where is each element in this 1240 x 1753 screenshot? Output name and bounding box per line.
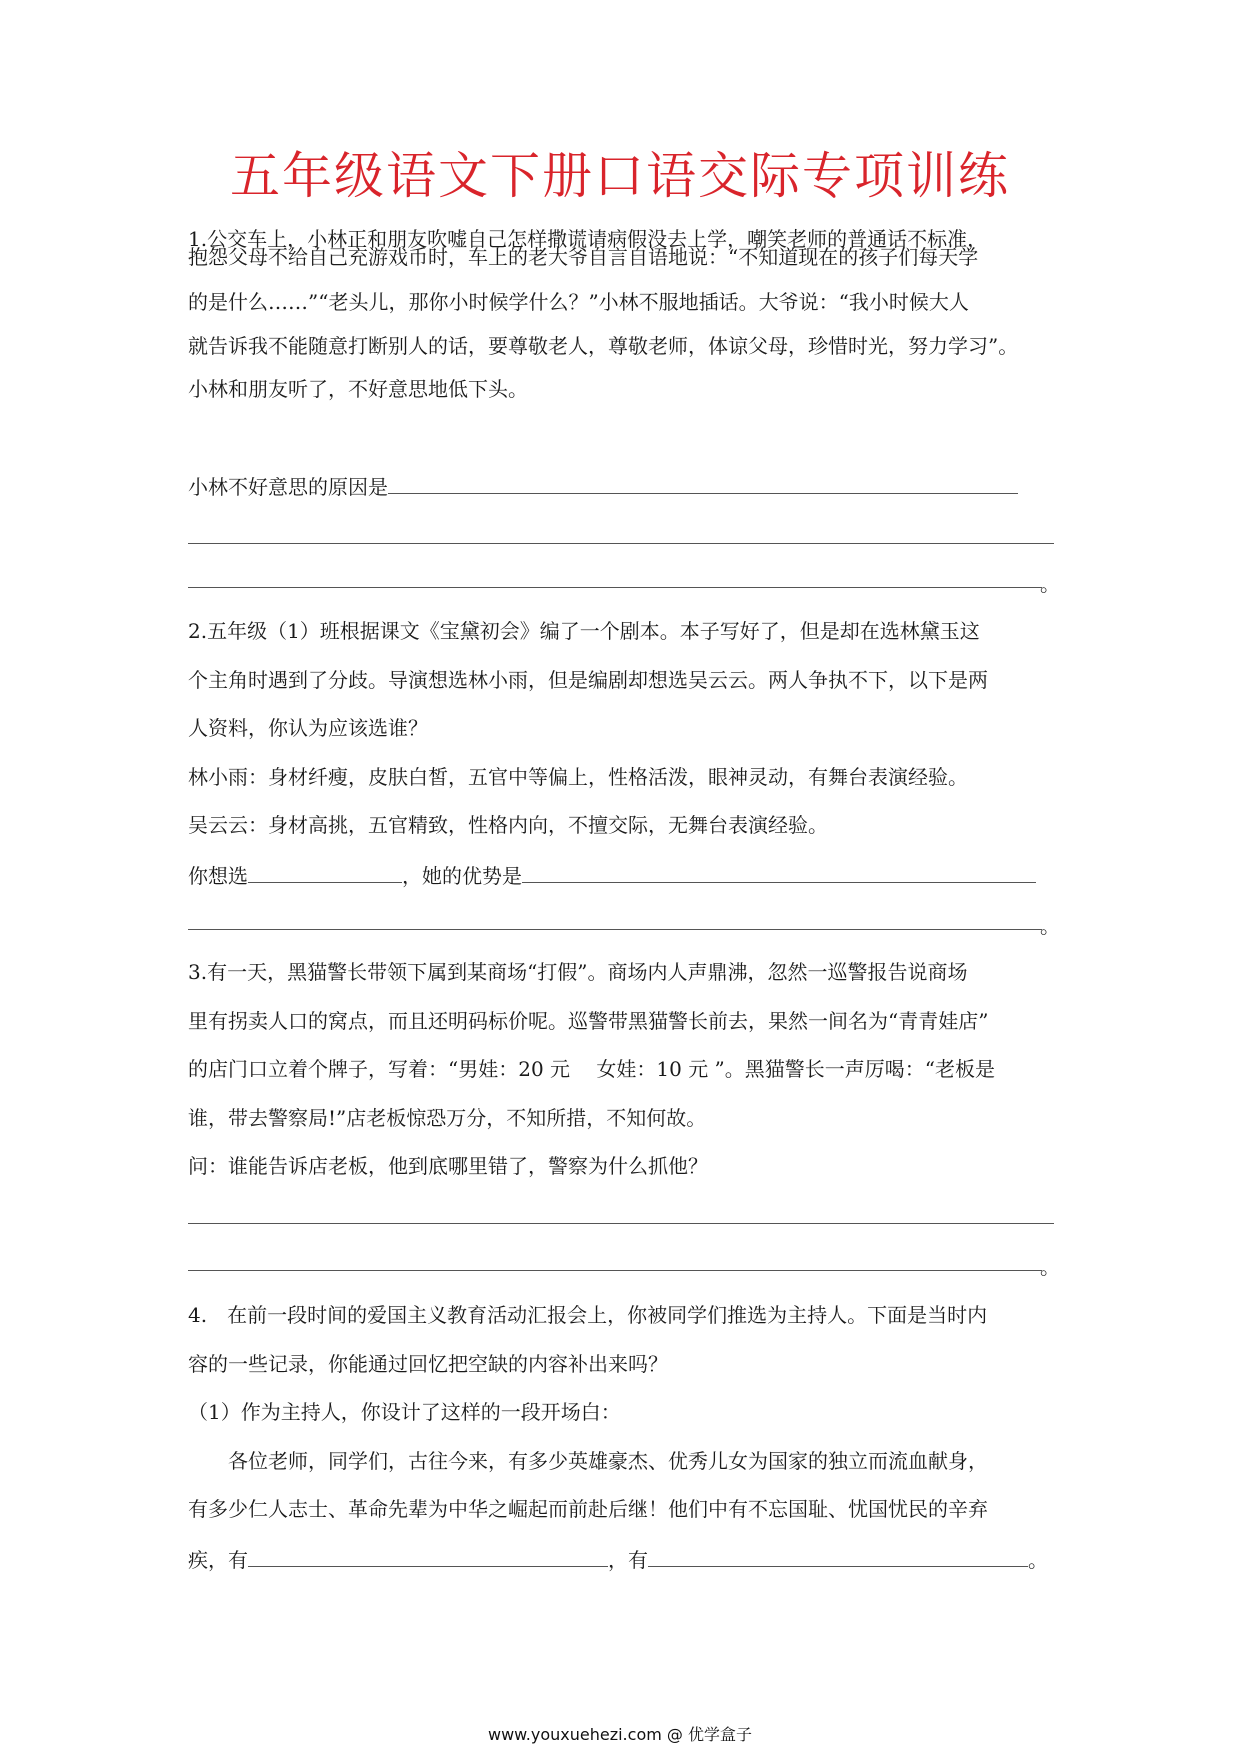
q2-end-mark: 。	[1040, 914, 1060, 938]
q4-line-1: 4. 在前一段时间的爱国主义教育活动汇报会上，你被同学们推选为主持人。下面是当时内	[188, 1303, 988, 1327]
q1-line-2: 抱怨父母不给自己充游戏币时，车上的老大爷自言自语地说：“不知道现在的孩子们每天学	[188, 245, 979, 269]
q4-prompt-line	[188, 1544, 1054, 1574]
q1-line-1: 1.公交车上，小林正和朋友吹嘘自己怎样撒谎请病假没去上学，嘲笑老师的普通话不标准，	[188, 227, 988, 251]
q2-line-3: 人资料，你认为应该选谁？	[188, 716, 428, 740]
q4-line-3: （1）作为主持人，你设计了这样的一段开场白：	[188, 1400, 621, 1424]
q2-choice-blank[interactable]	[248, 860, 402, 883]
footer-watermark: www.youxuehezi.com @ 优学盒子	[488, 1725, 752, 1744]
q1-prompt-line	[188, 471, 1054, 501]
q1-end-mark: 。	[1040, 572, 1060, 596]
q1-prompt: 小林不好意思的原因是	[188, 475, 388, 499]
q4-line-5: 有多少仁人志士、革命先辈为中华之崛起而前赴后继！他们中有不忘国耻、忧国忧民的辛弃	[188, 1497, 988, 1521]
q3-line-4: 谁，带去警察局!”店老板惊恐万分，不知所措，不知何故。	[188, 1106, 707, 1130]
q4-blank-1[interactable]	[248, 1544, 608, 1567]
q4-line-4: 各位老师，同学们，古往今来，有多少英雄豪杰、优秀儿女为国家的独立而流血献身，	[188, 1449, 988, 1473]
q1-line-4: 就告诉我不能随意打断别人的话，要尊敬老人，尊敬老师，体谅父母，珍惜时光，努力学习”。	[188, 334, 1019, 358]
page-title: 五年级语文下册口语交际专项训练	[230, 147, 1010, 205]
q4-line-2: 容的一些记录，你能通过回忆把空缺的内容补出来吗？	[188, 1352, 668, 1376]
q2-answer-line-2[interactable]	[188, 929, 1042, 930]
q2-prompt-b: ，她的优势是	[402, 864, 522, 888]
q2-line-4: 林小雨：身材纤瘦，皮肤白皙，五官中等偏上，性格活泼，眼神灵动，有舞台表演经验。	[188, 765, 968, 789]
q3-answer-line-1[interactable]	[188, 1223, 1054, 1224]
q3-line-2: 里有拐卖人口的窝点，而且还明码标价呢。巡警带黑猫警长前去，果然一间名为“青青娃店”	[188, 1009, 989, 1033]
q4-blank-2[interactable]	[648, 1544, 1028, 1567]
q4-end-mark: 。	[1028, 1548, 1048, 1572]
q1-answer-blank[interactable]	[388, 471, 1018, 494]
q2-prompt-line	[188, 860, 1054, 890]
q1-line-3: 的是什么……”“老头儿，那你小时候学什么？”小林不服地插话。大爷说：“我小时候大人	[188, 290, 969, 314]
q3-question: 问：谁能告诉店老板，他到底哪里错了，警察为什么抓他？	[188, 1154, 708, 1178]
q3-line-1: 3.有一天，黑猫警长带领下属到某商场“打假”。商场内人声鼎沸，忽然一巡警报告说商场	[188, 960, 968, 984]
q3-end-mark: 。	[1040, 1255, 1060, 1279]
q1-answer-line-3[interactable]	[188, 587, 1042, 588]
q3-line-3: 的店门口立着个牌子，写着：“男娃：20 元 女娃：10 元 ”。黑猫警长一声厉喝：“老板是	[188, 1057, 996, 1081]
q4-prompt-b: ，有	[608, 1548, 648, 1572]
q2-advantage-blank[interactable]	[522, 860, 1036, 883]
q4-prompt-a: 疾，有	[188, 1548, 248, 1572]
q1-line-5: 小林和朋友听了，不好意思地低下头。	[188, 377, 528, 401]
q2-line-5: 吴云云：身材高挑，五官精致，性格内向，不擅交际，无舞台表演经验。	[188, 813, 828, 837]
q2-line-2: 个主角时遇到了分歧。导演想选林小雨，但是编剧却想选吴云云。两人争执不下，以下是两	[188, 668, 988, 692]
q1-answer-line-2[interactable]	[188, 543, 1054, 544]
q2-line-1: 2.五年级（1）班根据课文《宝黛初会》编了一个剧本。本子写好了，但是却在选林黛玉这	[188, 619, 980, 643]
q2-prompt-a: 你想选	[188, 864, 248, 888]
q3-answer-line-2[interactable]	[188, 1270, 1042, 1271]
